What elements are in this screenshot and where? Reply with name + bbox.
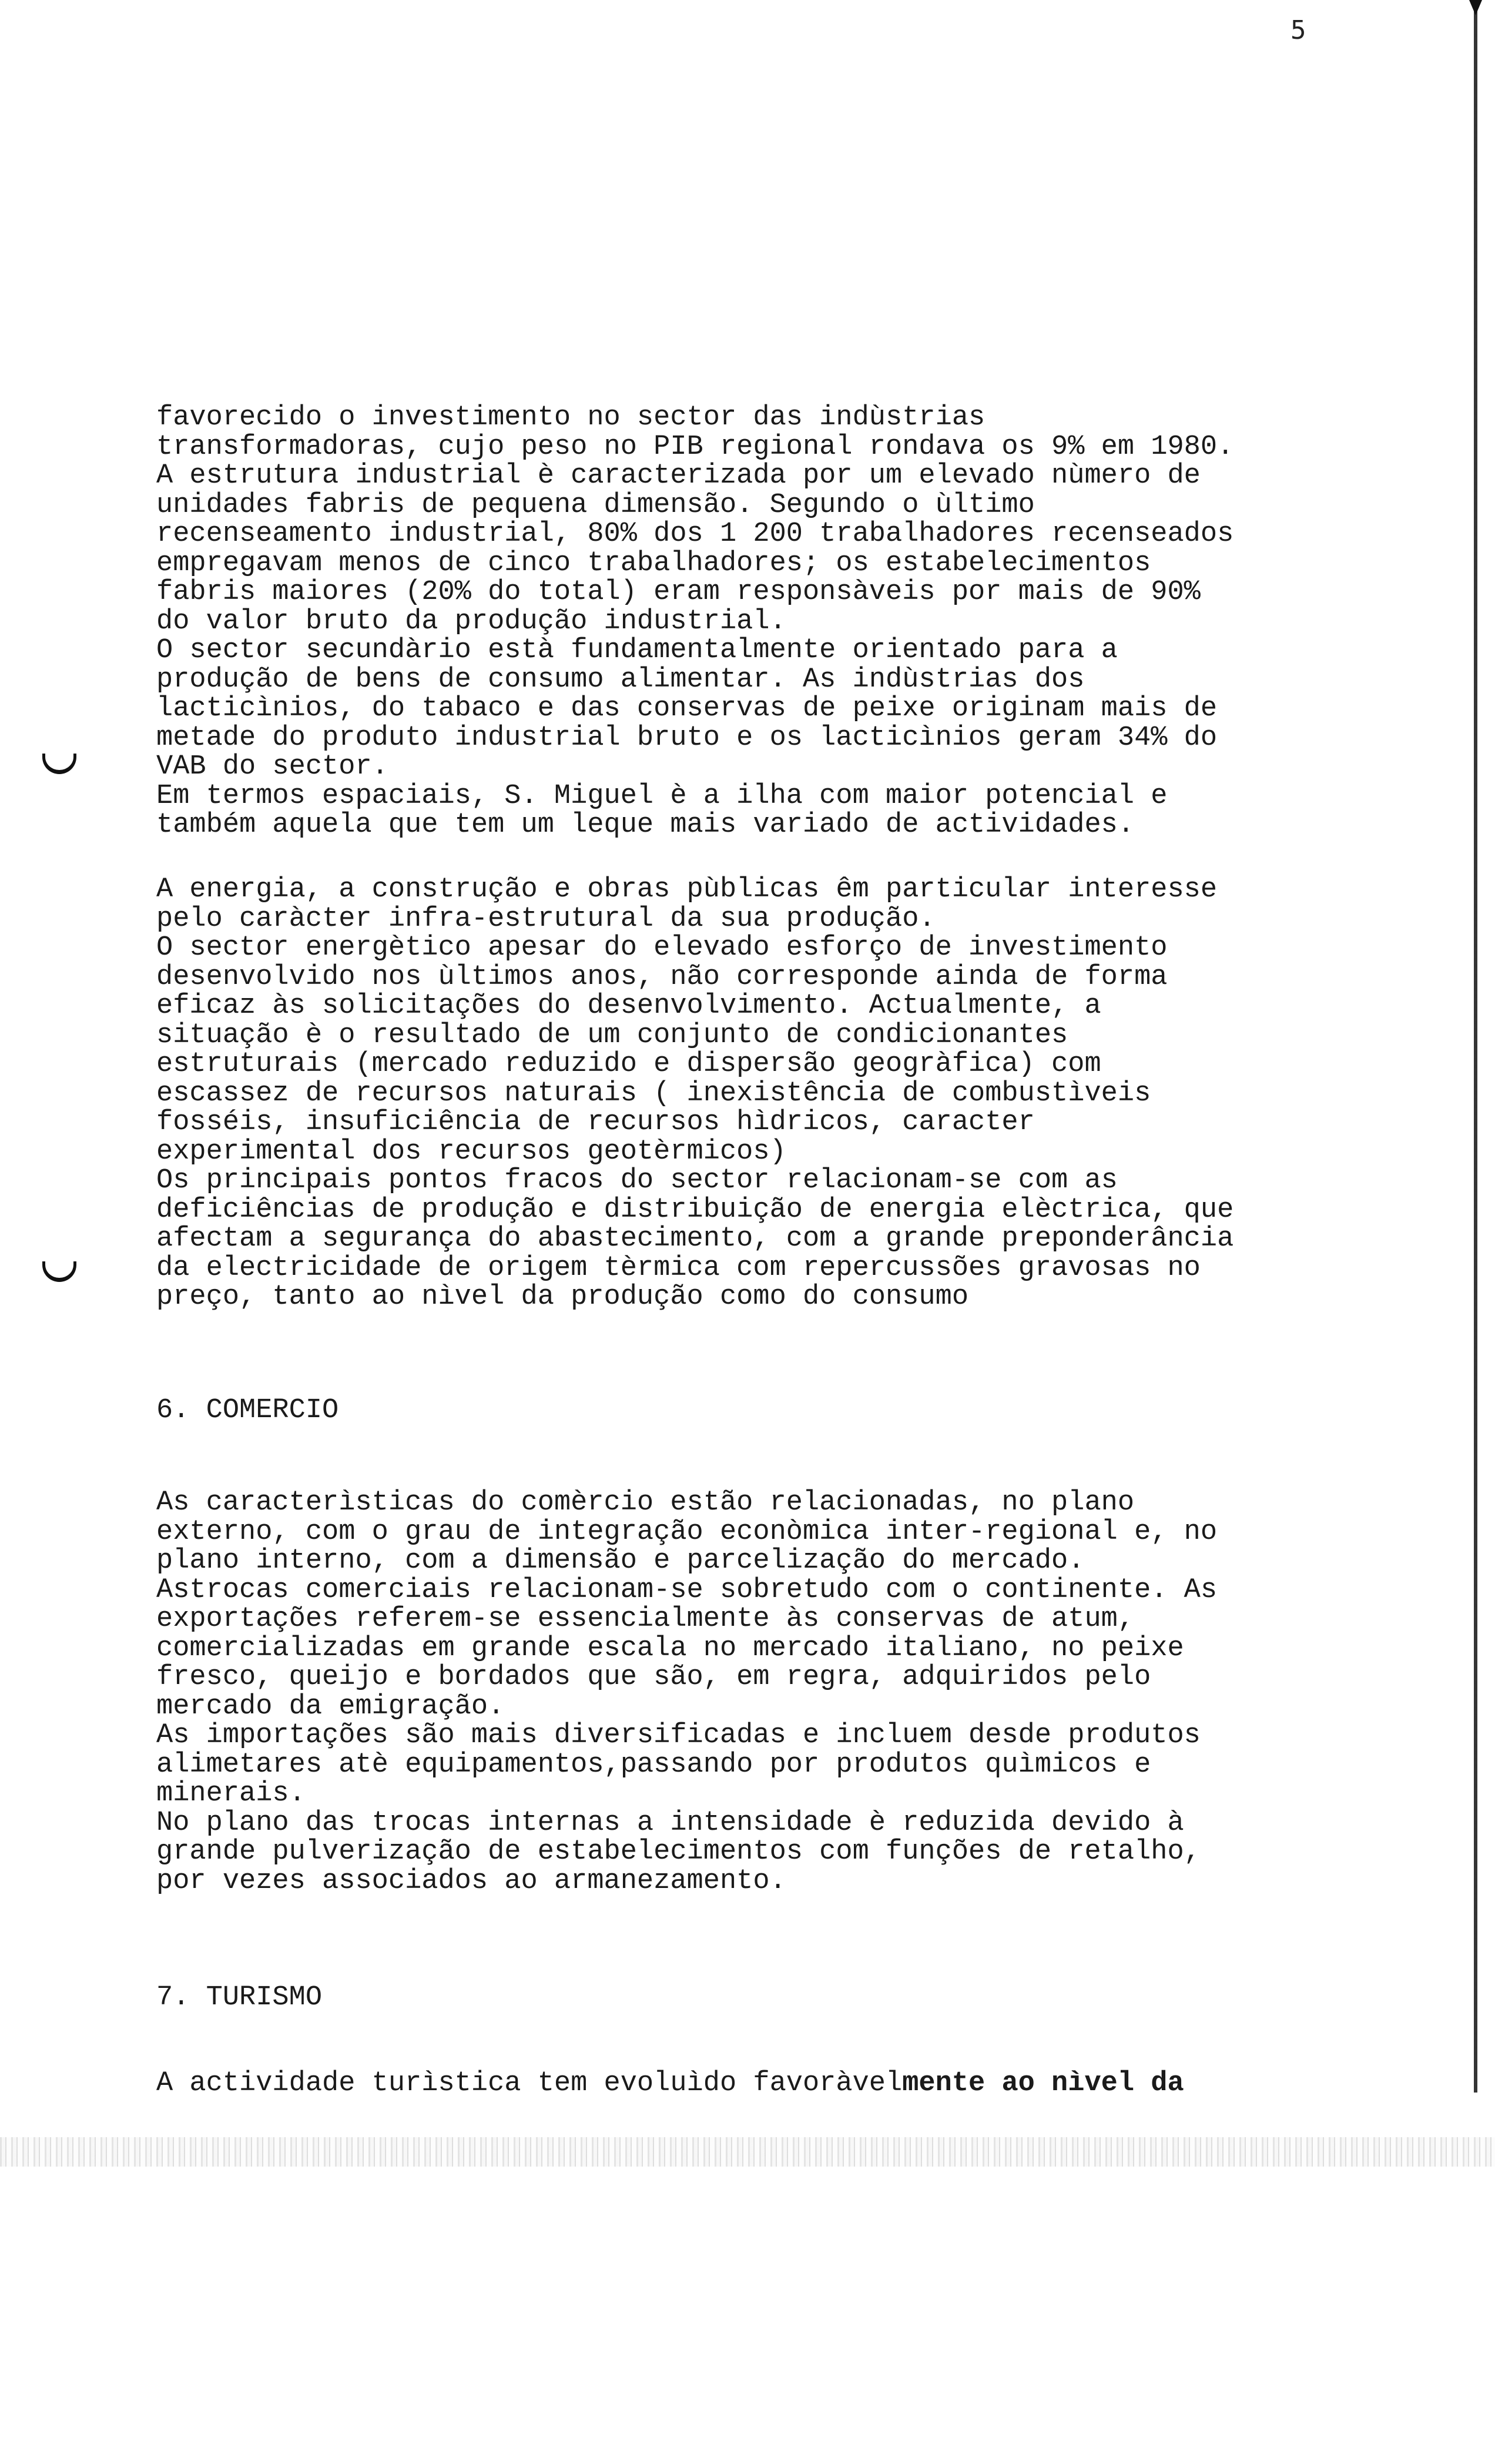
tourism-line-end: mente ao nìvel da: [902, 2068, 1184, 2099]
text-line: fosséis, insuficiência de recursos hìdricos, caracter: [156, 1107, 1035, 1138]
paragraph-industry: [156, 403, 1332, 840]
text-line: mercado da emigração.: [156, 1690, 505, 1722]
text-line: também aquela que tem um leque mais variado de actividades.: [156, 809, 1135, 841]
text-line: externo, com o grau de integração econòmica inter-regional e, no: [156, 1516, 1218, 1548]
page-edge-line: [1474, 0, 1477, 2093]
text-line: experimental dos recursos geotèrmicos): [156, 1136, 786, 1167]
paragraph-energy: [156, 875, 1332, 1312]
text-line: A estrutura industrial è caracterizada por um elevado nùmero de: [156, 460, 1201, 491]
text-line: afectam a segurança do abastecimento, com a grande preponderância: [156, 1223, 1234, 1254]
text-line: favorecido o investimento no sector das indùstrias: [156, 402, 986, 433]
text-line: metade do produto industrial bruto e os lacticìnios geram 34% do: [156, 722, 1218, 754]
text-line: empregavam menos de cinco trabalhadores; os estabelecimentos: [156, 547, 1151, 579]
section-heading-turismo: 7. TURISMO: [156, 1982, 323, 2013]
text-line: eficaz às solicitações do desenvolvimento. Actualmente, a: [156, 990, 1101, 1022]
text-line: pelo caràcter infra-estrutural da sua produção.: [156, 903, 936, 935]
text-line: situação è o resultado de um conjunto de condicionantes: [156, 1019, 1068, 1051]
text-line: transformadoras, cujo peso no PIB regional rondava os 9% em 1980.: [156, 431, 1234, 463]
text-line: por vezes associados ao armanezamento.: [156, 1865, 786, 1897]
text-line: A energia, a construção e obras pùblicas êm particular interesse: [156, 874, 1218, 905]
text-line: fabris maiores (20% do total) eram responsàveis por mais de 90%: [156, 577, 1201, 608]
text-line: Em termos espaciais, S. Miguel è a ilha com maior potencial e: [156, 780, 1168, 812]
text-line: As caracterìsticas do comèrcio estão relacionadas, no plano: [156, 1487, 1135, 1518]
text-line: comercializadas em grande escala no mercado italiano, no peixe: [156, 1632, 1184, 1664]
text-line: VAB do sector.: [156, 751, 388, 782]
text-line: preço, tanto ao nìvel da produção como do consumo: [156, 1281, 969, 1313]
text-line: produção de bens de consumo alimentar. As indùstrias dos: [156, 664, 1085, 695]
paragraph-commerce: [156, 1488, 1332, 1896]
section-heading-comercio: 6. COMERCIO: [156, 1395, 339, 1426]
text-line: No plano das trocas internas a intensidade è reduzida devido à: [156, 1807, 1184, 1839]
text-line: grande pulverização de estabelecimentos com funções de retalho,: [156, 1836, 1201, 1867]
text-line: do valor bruto da produção industrial.: [156, 605, 786, 637]
text-line: As importações são mais diversificadas e incluem desde produtos: [156, 1720, 1201, 1751]
margin-mark-2: [42, 1261, 76, 1282]
text-line: unidades fabris de pequena dimensão. Segundo o ùltimo: [156, 489, 1035, 521]
page-number: 5: [1290, 15, 1306, 45]
text-line: minerais.: [156, 1778, 306, 1809]
text-line: da electricidade de origem tèrmica com repercussões gravosas no: [156, 1252, 1201, 1284]
text-line: escassez de recursos naturais ( inexistência de combustìveis: [156, 1077, 1151, 1109]
text-line: fresco, queijo e bordados que são, em regra, adquiridos pelo: [156, 1662, 1151, 1693]
text-line: alimetares atè equipamentos,passando por produtos quìmicos e: [156, 1749, 1151, 1780]
text-line: plano interno, com a dimensão e parcelização do mercado.: [156, 1545, 1085, 1576]
text-line: deficiências de produção e distribuição de energia elèctrica, que: [156, 1194, 1234, 1226]
paragraph-tourism-first-line: [156, 2069, 1184, 2098]
text-line: estruturais (mercado reduzido e dispersão geogràfica) com: [156, 1049, 1101, 1080]
text-line: recenseamento industrial, 80% dos 1 200 trabalhadores recenseados: [156, 518, 1234, 550]
scan-artifact-strip: [0, 2137, 1495, 2167]
text-line: lacticìnios, do tabaco e das conservas de peixe originam mais de: [156, 693, 1218, 724]
text-line: Astrocas comerciais relacionam-se sobretudo com o continente. As: [156, 1574, 1218, 1606]
text-line: O sector energètico apesar do elevado esforço de investimento: [156, 932, 1168, 963]
text-line: Os principais pontos fracos do sector relacionam-se com as: [156, 1165, 1118, 1196]
text-line: desenvolvido nos ùltimos anos, não corresponde ainda de forma: [156, 961, 1168, 993]
margin-mark-1: [42, 754, 76, 774]
text-line: exportações referem-se essencialmente às conservas de atum,: [156, 1603, 1135, 1635]
text-line: O sector secundàrio està fundamentalmente orientado para a: [156, 635, 1118, 666]
tourism-line-start: A actividade turìstica tem evoluìdo favoràvel: [156, 2068, 903, 2099]
